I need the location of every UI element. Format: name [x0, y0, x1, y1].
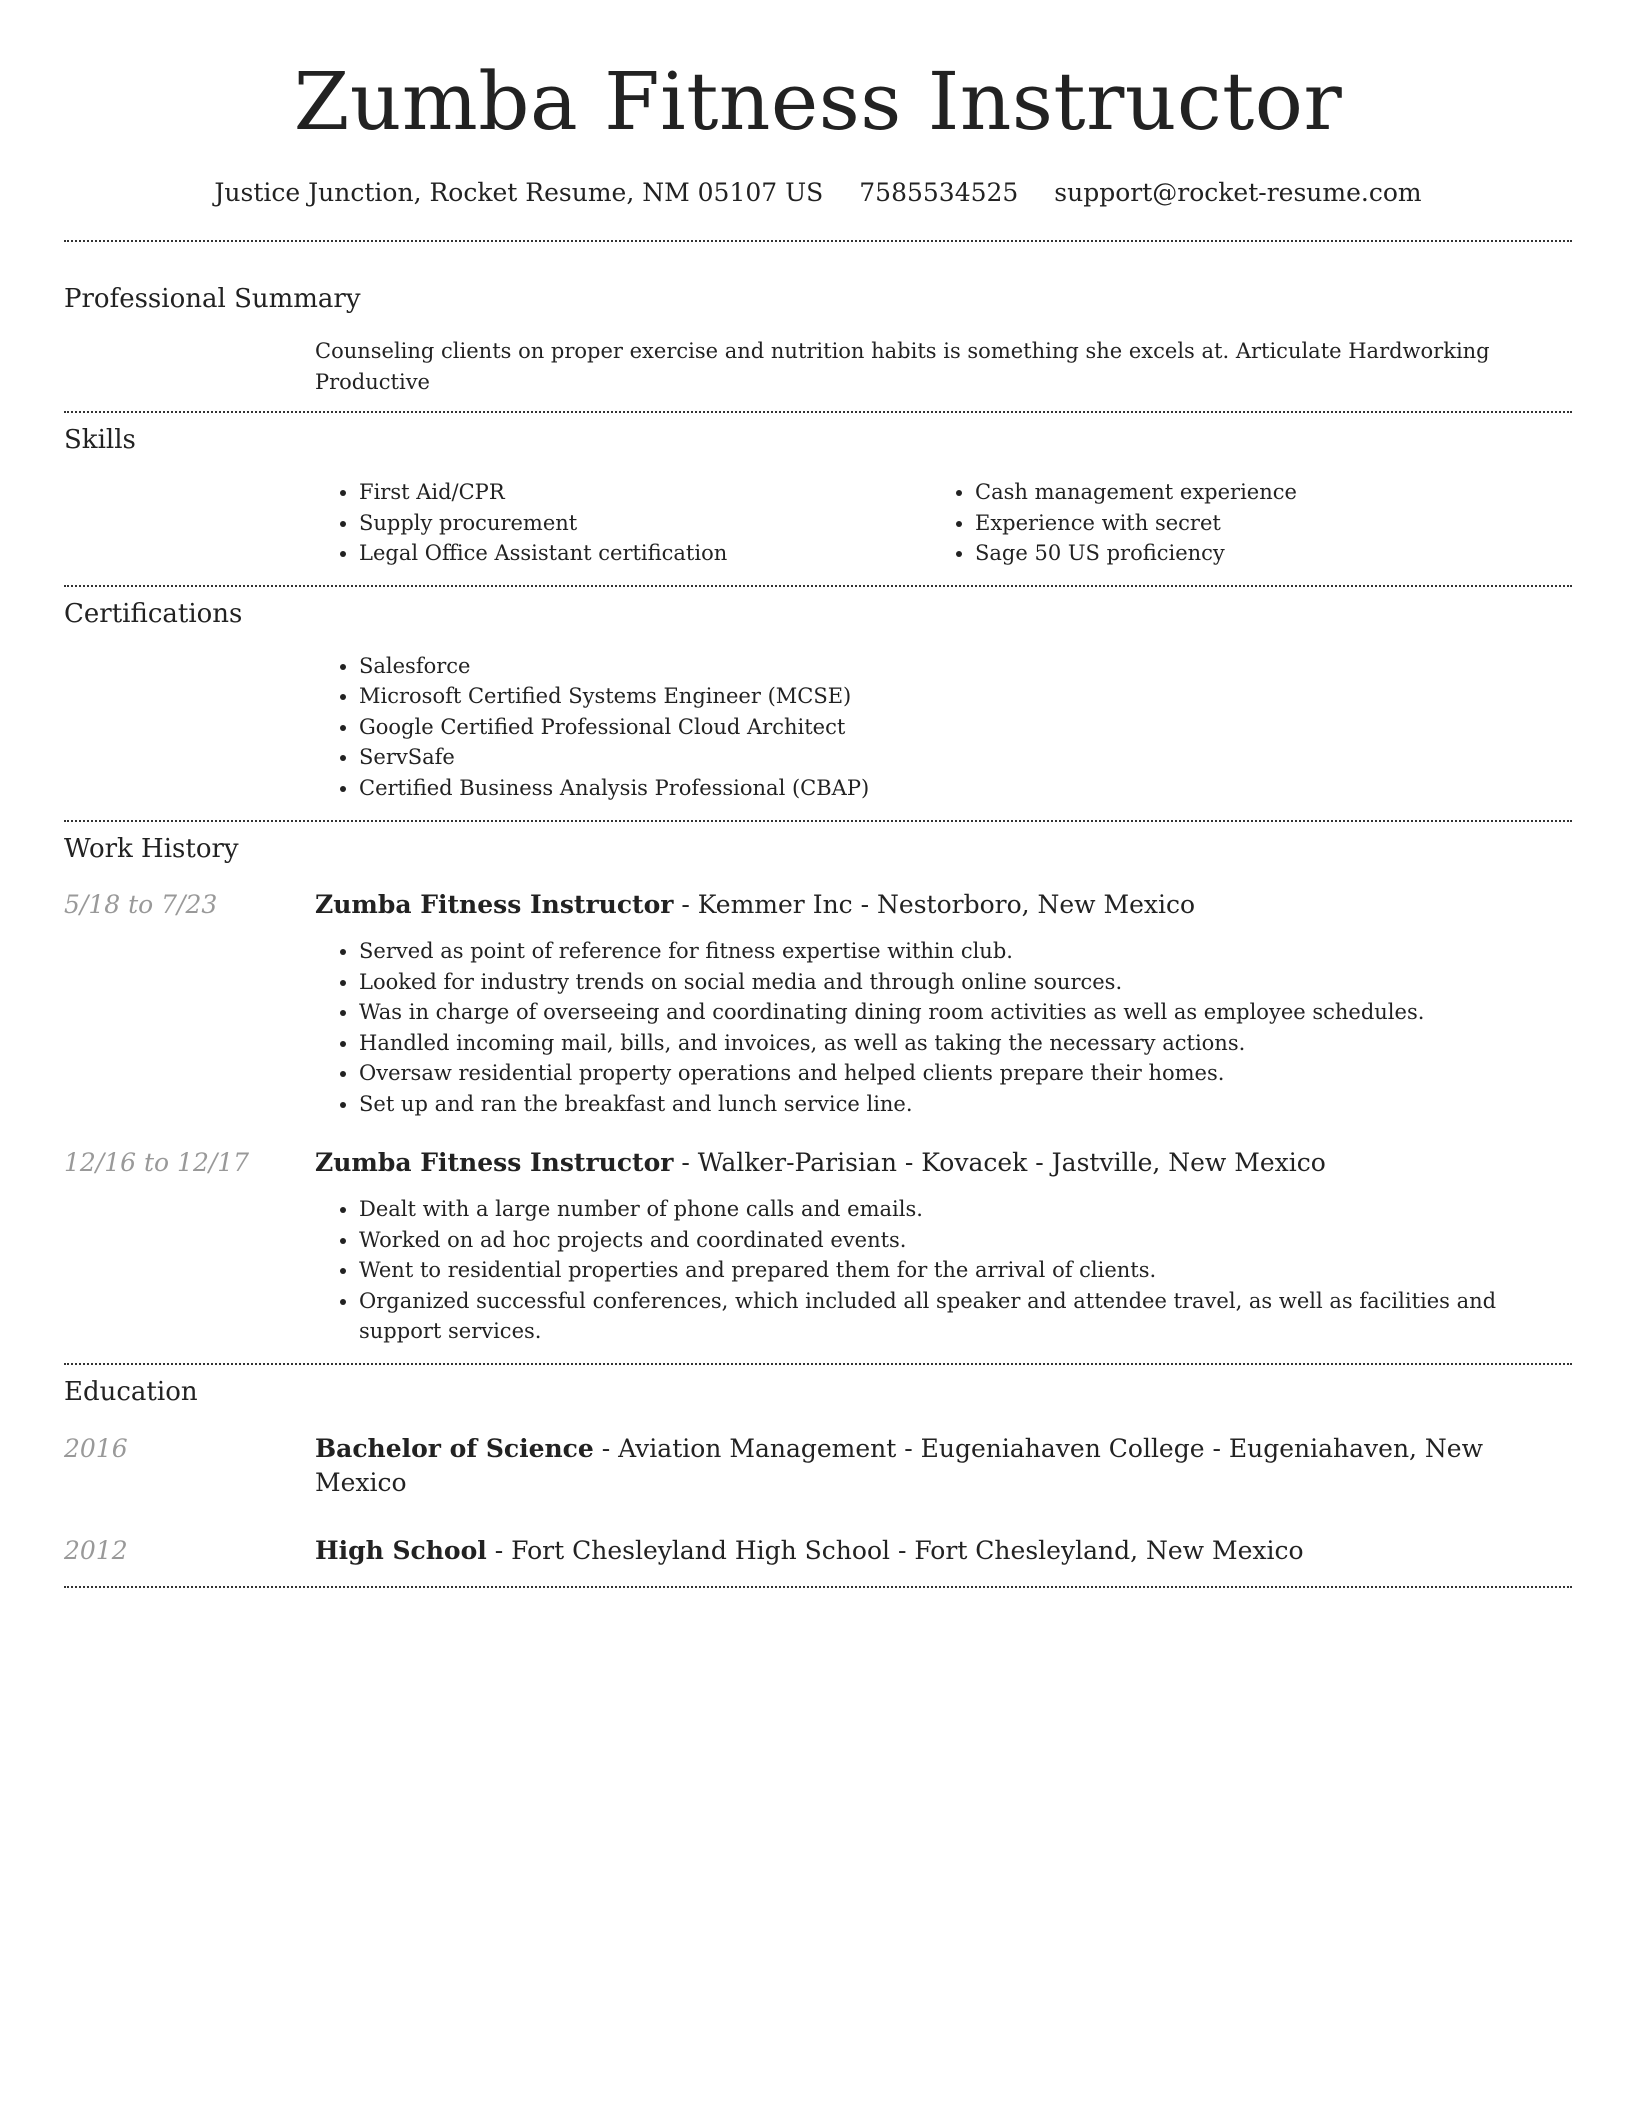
contact-address: Justice Junction, Rocket Resume, NM 05107 US — [214, 178, 824, 207]
skills-heading: Skills — [64, 425, 136, 455]
skill-item: • Legal Office Assistant certification — [359, 538, 931, 569]
certifications-heading: Certifications — [64, 598, 243, 629]
education-school: - Aviation Management - Eugeniahaven College - Eugeniahaven, New Mexico — [315, 1433, 1484, 1497]
contact-phone: 7585534525 — [859, 178, 1019, 207]
education-entry — [64, 1534, 1572, 1586]
job-title — [315, 888, 1195, 922]
job-role: Zumba Fitness Instructor — [315, 890, 674, 919]
job-bullet: • Set up and ran the breakfast and lunch service line. — [359, 1089, 1572, 1120]
skill-item: • Supply procurement — [359, 508, 931, 539]
education-section — [64, 1365, 1572, 1586]
certification-item: • ServSafe — [359, 742, 1572, 773]
education-school: - Fort Chesleyland High School - Fort Chesleyland, New Mexico — [486, 1535, 1304, 1565]
job-dates: 12/16 to 12/17 — [64, 1148, 250, 1177]
resume-name: Zumba Fitness Instructor — [293, 55, 1343, 148]
job-title — [315, 1146, 1326, 1180]
education-year: 2012 — [64, 1535, 128, 1565]
education-title — [315, 1432, 1572, 1500]
certification-item: • Salesforce — [359, 651, 1572, 682]
certification-item: • Certified Business Analysis Professional (CBAP) — [359, 773, 1572, 804]
skill-item: • Experience with secret — [975, 508, 1547, 539]
education-title — [315, 1534, 1304, 1568]
job-bullet: • Oversaw residential property operations and helped clients prepare their homes. — [359, 1058, 1572, 1089]
contact-email: support@rocket-resume.com — [1054, 178, 1422, 207]
job-employer: - Walker-Parisian - Kovacek - Jastville, New Mexico — [673, 1148, 1326, 1177]
job-bullet: • Looked for industry trends on social media and through online sources. — [359, 967, 1572, 998]
skill-item: • Cash management experience — [975, 477, 1547, 508]
certifications-section — [64, 587, 1572, 821]
education-heading: Education — [64, 1376, 198, 1407]
summary-heading: Professional Summary — [64, 284, 361, 314]
section-divider — [64, 1586, 1572, 1588]
summary-section — [64, 242, 1572, 411]
skills-column-right — [931, 477, 1547, 569]
skills-section — [64, 413, 1572, 585]
skill-item: • First Aid/CPR — [359, 477, 931, 508]
education-entry — [64, 1432, 1572, 1500]
education-year: 2016 — [64, 1433, 128, 1463]
job-bullet: • Worked on ad hoc projects and coordinated events. — [359, 1225, 1572, 1256]
education-degree: High School — [315, 1535, 487, 1565]
certification-item: • Google Certified Professional Cloud Architect — [359, 712, 1572, 743]
work-history-section — [64, 822, 1572, 1363]
work-history-heading: Work History — [64, 834, 239, 864]
job-employer: - Kemmer Inc - Nestorboro, New Mexico — [673, 890, 1196, 919]
skill-item: • Sage 50 US proficiency — [975, 538, 1547, 569]
certification-item: • Microsoft Certified Systems Engineer (MCSE) — [359, 681, 1572, 712]
job-bullet: • Handled incoming mail, bills, and invoices, as well as taking the necessary actions. — [359, 1028, 1572, 1059]
job-bullet: • Dealt with a large number of phone calls and emails. — [359, 1194, 1572, 1225]
contact-line — [64, 176, 1572, 210]
resume-page — [64, 0, 1572, 1588]
education-degree: Bachelor of Science — [315, 1433, 594, 1463]
job-role: Zumba Fitness Instructor — [315, 1148, 674, 1177]
job-bullet: • Was in charge of overseeing and coordinating dining room activities as well as employee schedules. — [359, 997, 1572, 1028]
job-bullet: • Served as point of reference for fitness expertise within club. — [359, 936, 1572, 967]
skills-column-left — [315, 477, 931, 569]
job-bullet: • Went to residential properties and prepared them for the arrival of clients. — [359, 1255, 1572, 1286]
job-entry — [64, 1146, 1572, 1363]
job-entry — [64, 888, 1572, 1119]
job-dates: 5/18 to 7/23 — [64, 890, 218, 919]
job-bullet: • Organized successful conferences, which included all speaker and attendee travel, as well as facilities and support services. — [359, 1286, 1572, 1347]
summary-text: Counseling clients on proper exercise and nutrition habits is something she excels at. Articulate Hardworking Productive — [315, 339, 1490, 394]
